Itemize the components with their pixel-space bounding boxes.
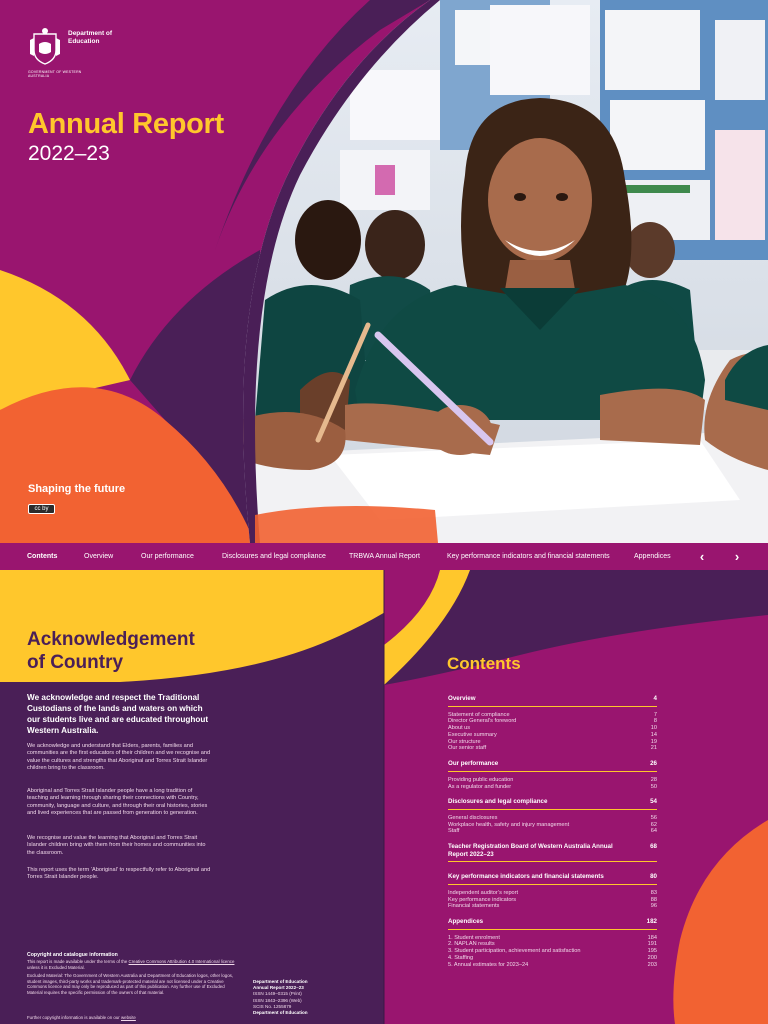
toc-item[interactable]: [448, 941, 657, 948]
toc-item[interactable]: [448, 897, 657, 904]
toc-item-page: 56: [650, 814, 657, 821]
toc-item[interactable]: [448, 784, 657, 791]
table-of-contents: [448, 693, 657, 975]
toc-section[interactable]: [448, 916, 657, 930]
toc-item-page: 50: [650, 783, 657, 790]
copyright-further-info: [27, 1015, 237, 1021]
toc-item[interactable]: [448, 725, 657, 732]
toc-item[interactable]: [448, 732, 657, 739]
toc-item-page: 200: [647, 955, 657, 962]
toc-section[interactable]: [448, 758, 657, 772]
toc-item-label: As a regulator and funder: [448, 783, 512, 790]
toc-item-page: 64: [650, 828, 657, 835]
toc-item[interactable]: [448, 777, 657, 784]
toc-item[interactable]: [448, 955, 657, 962]
acknowledgement-title: [27, 628, 195, 674]
acknowledgement-paragraph-2: Aboriginal and Torres Strait Islander people have a long tradition of teaching and learning through sharing their connections with Country, community, language and culture, and through their oral histories, stories and lived experiences that are passed from generation to generation.: [27, 788, 208, 817]
toc-item-label: 3. Student participation, achievement and satisfaction: [448, 948, 581, 955]
toc-item[interactable]: [448, 745, 657, 752]
toc-item-page: 96: [650, 903, 657, 910]
toc-section-page: 80: [650, 873, 657, 881]
acknowledgement-title-line2: of Country: [27, 652, 124, 673]
nav-trbwa-report[interactable]: TRBWA Annual Report: [349, 553, 420, 560]
copyright-further-info-text: Further copyright information is available on our: [27, 1015, 121, 1020]
toc-section-page: 68: [650, 843, 657, 851]
acknowledgement-paragraph-3: We recognise and value the learning that Aboriginal and Torres Strait Islander children bring with them from their homes and communities into the classroom.: [27, 835, 206, 856]
toc-section-label: Overview: [448, 695, 476, 702]
toc-item-label: Our senior staff: [448, 745, 487, 752]
acknowledgement-title-line1: Acknowledgement: [27, 629, 195, 650]
toc-item-label: Statement of compliance: [448, 711, 510, 718]
toc-section-page: 26: [650, 760, 657, 768]
toc-item[interactable]: [448, 935, 657, 942]
toc-item-label: 5. Annual estimates for 2023–24: [448, 961, 529, 968]
acknowledgement-paragraph-4: This report uses the term ‘Aboriginal’ to respectfully refer to Aboriginal and Torres Strait Islander people.: [27, 867, 211, 881]
copyright-licence-text-b: unless it is Excluded Material.: [27, 964, 85, 970]
toc-item[interactable]: [448, 890, 657, 897]
toc-section[interactable]: [448, 841, 657, 862]
toc-item-label: Independent auditor’s report: [448, 889, 519, 896]
toc-item-page: 83: [650, 889, 657, 896]
toc-item-label: Providing public education: [448, 776, 514, 783]
toc-section[interactable]: [448, 796, 657, 810]
toc-section-label: Disclosures and legal compliance: [448, 798, 548, 806]
toc-section-page: 4: [653, 695, 657, 702]
toc-item-page: 191: [647, 941, 657, 948]
toc-item-list: [448, 885, 657, 916]
toc-item-page: 10: [650, 725, 657, 732]
toc-item-page: 88: [650, 896, 657, 903]
toc-item-page: 62: [650, 821, 657, 828]
toc-item-page: 14: [650, 731, 657, 738]
report-year: 2022–23: [28, 142, 110, 165]
creative-commons-icon: cc by: [34, 506, 49, 512]
cover-tagline: Shaping the future: [28, 483, 126, 495]
toc-section-page: 54: [650, 798, 657, 806]
toc-item-page: 184: [647, 934, 657, 941]
toc-item-label: Director General’s foreword: [448, 718, 517, 725]
toc-item-label: Key performance indicators: [448, 896, 517, 903]
department-name-line1: Department of: [68, 30, 113, 37]
contents-title: Contents: [447, 654, 521, 673]
nav-contents[interactable]: Contents: [27, 553, 58, 560]
toc-item-page: 203: [647, 961, 657, 968]
toc-item[interactable]: [448, 903, 657, 910]
section-navbar: [0, 543, 768, 570]
toc-section-label: Teacher Registration Board of Western Australia Annual Report 2022–23: [448, 843, 613, 858]
toc-item-label: Workplace health, safety and injury management: [448, 821, 570, 828]
toc-item-label: General disclosures: [448, 814, 498, 821]
scis-number: SCIS No. 1255879: [253, 1003, 292, 1009]
toc-item-page: 19: [650, 738, 657, 745]
nav-appendices[interactable]: Appendices: [634, 553, 671, 560]
toc-item[interactable]: [448, 962, 657, 969]
copyright-heading: Copyright and catalogue information: [27, 952, 118, 958]
acknowledgement-lead: We acknowledge and respect the Traditional Custodians of the lands and waters on which our students live and are educated throughout Western Australia.: [27, 693, 209, 735]
department-name-line2: Education: [68, 38, 100, 45]
acknowledgement-paragraph-1: We acknowledge and understand that Elders, parents, families and communities are the first educators of their children and we recognise and value the cultures and strengths that Aboriginal and Torres Strait Islander children bring to the classroom.: [27, 743, 211, 772]
government-label: GOVERNMENT OF WESTERN AUSTRALIA: [28, 70, 82, 78]
creative-commons-link[interactable]: Creative Commons Attribution 4.0 International licence: [128, 959, 235, 964]
excluded-material-text: Excluded Material: The Government of Western Australia and Department of Education logos, other logos, student images, third-party works and trademark-protected material are not licensed under a Creative Commons licence and may only be reproduced as part of this publication. Any further use of Excluded Material requires the specific permission of the owners of that material.: [27, 973, 234, 995]
copyright-licence-text-a: This report is made available under the terms of the: [27, 959, 129, 964]
publication-details: [253, 979, 363, 1016]
website-link[interactable]: website: [120, 1015, 136, 1020]
toc-section-label: Key performance indicators and financial statements: [448, 873, 604, 881]
wa-crest-icon: [28, 26, 62, 66]
toc-item-label: Our structure: [448, 738, 481, 745]
report-title: Annual Report: [28, 108, 224, 140]
toc-item-label: 2. NAPLAN results: [448, 941, 495, 948]
creative-commons-badge[interactable]: [28, 504, 55, 514]
toc-item-label: 4. Staffing: [448, 955, 474, 962]
issn-web: ISSN 1843–2396 (Web): [253, 997, 302, 1003]
toc-item[interactable]: [448, 718, 657, 725]
toc-item-list: [448, 930, 657, 975]
toc-item-page: 195: [647, 948, 657, 955]
department-logo[interactable]: [28, 26, 113, 78]
nav-overview[interactable]: Overview: [84, 553, 114, 560]
toc-item[interactable]: [448, 828, 657, 835]
chevron-left-icon[interactable]: ‹: [699, 548, 705, 564]
toc-item-list: [448, 810, 657, 841]
toc-item-label: Executive summary: [448, 731, 497, 738]
toc-item[interactable]: [448, 739, 657, 746]
toc-item-list: [448, 862, 657, 871]
publication-title: Annual Report 2022–23: [253, 985, 304, 991]
publication-footer: Department of Education: [253, 1010, 308, 1016]
toc-section[interactable]: [448, 693, 657, 707]
toc-item-page: 28: [650, 776, 657, 783]
toc-section[interactable]: [448, 871, 657, 885]
chevron-right-icon[interactable]: ›: [734, 548, 740, 564]
toc-section-page: 182: [646, 918, 657, 926]
toc-item-page: 21: [650, 745, 657, 752]
nav-our-performance[interactable]: Our performance: [141, 553, 194, 560]
toc-section-label: Our performance: [448, 760, 499, 768]
toc-item-label: 1. Student enrolment: [448, 934, 500, 941]
issn-print: ISSN 1449–0315 (Print): [253, 991, 302, 997]
nav-disclosures[interactable]: Disclosures and legal compliance: [222, 553, 326, 560]
copyright-licence-text: [27, 959, 237, 970]
toc-item[interactable]: [448, 712, 657, 719]
department-name: [68, 30, 112, 46]
toc-item-page: 7: [653, 711, 657, 718]
toc-item-label: Financial statements: [448, 903, 500, 910]
toc-item-label: Staff: [448, 828, 460, 835]
nav-kpi-financial[interactable]: Key performance indicators and financial statements: [447, 553, 610, 560]
toc-item[interactable]: [448, 948, 657, 955]
toc-section-label: Appendices: [448, 918, 484, 926]
toc-item-list: [448, 707, 657, 759]
toc-item[interactable]: [448, 822, 657, 829]
inner-spread: [0, 570, 768, 1024]
toc-item-page: 8: [653, 718, 657, 725]
toc-item-list: [448, 772, 657, 797]
publication-org: Department of Education: [253, 979, 308, 984]
toc-item-label: About us: [448, 725, 471, 732]
toc-item[interactable]: [448, 815, 657, 822]
